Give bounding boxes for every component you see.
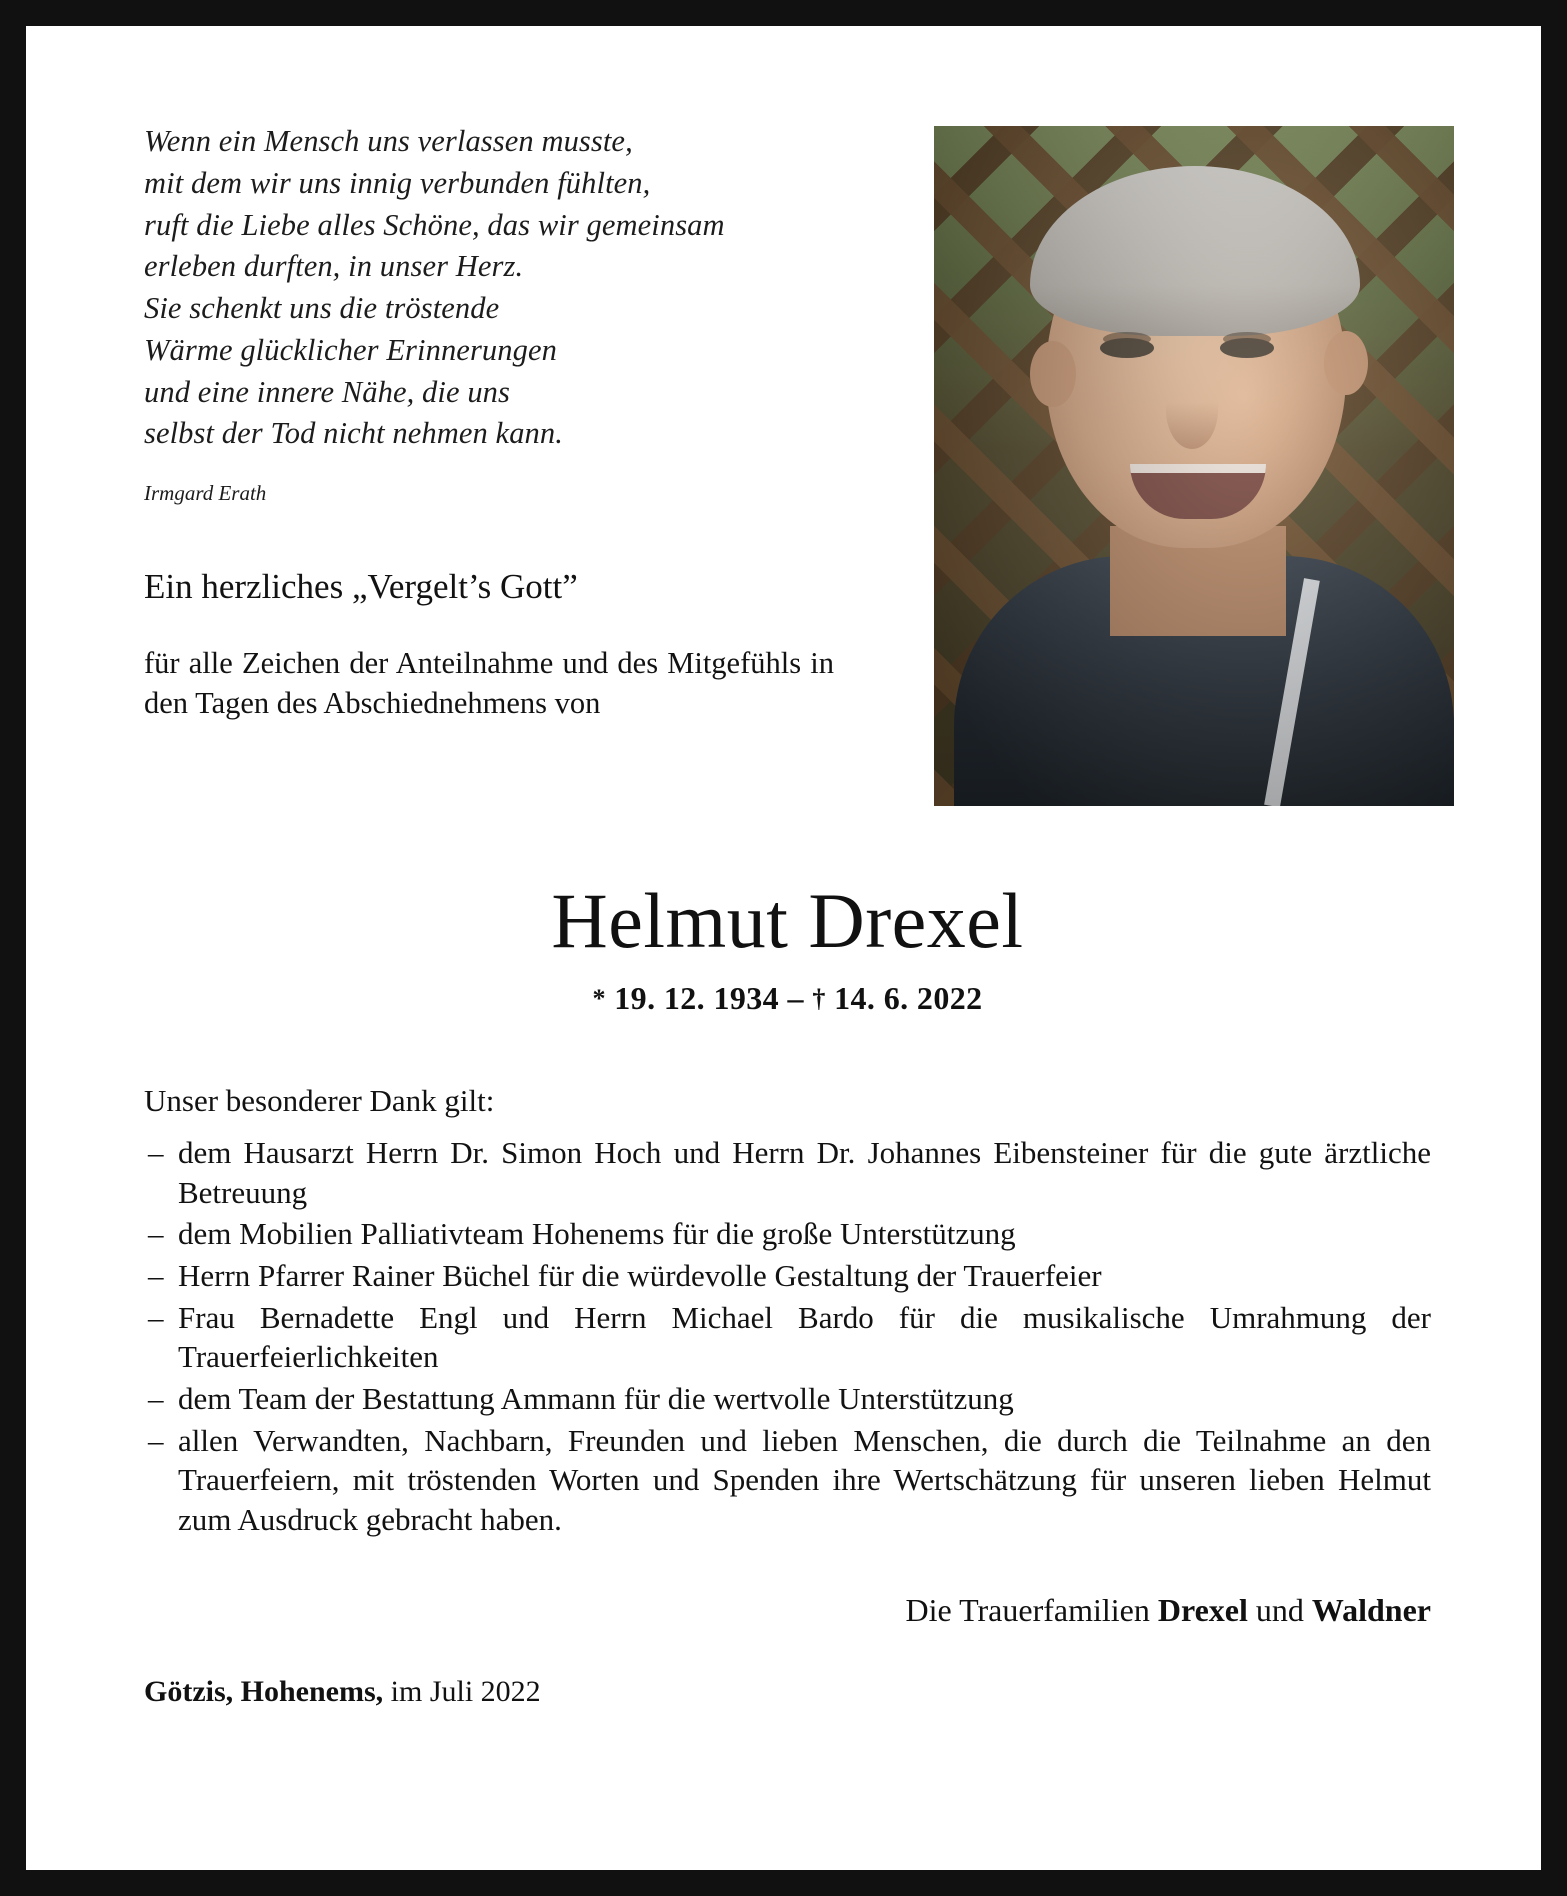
poem-line: mit dem wir uns innig verbunden fühlten, — [144, 165, 651, 200]
family-name-one: Drexel — [1157, 1591, 1248, 1628]
thanks-intro: für alle Zeichen der Anteilnahme und des Mitgefühls in den Tagen des Abschiednehmens von — [144, 646, 834, 720]
text-column — [144, 121, 934, 724]
thanks-lead: Unser besonderer Dank gilt: — [144, 1082, 495, 1118]
life-dates — [144, 980, 1431, 1017]
photo-vignette — [934, 126, 1454, 806]
list-item: – dem Hausarzt Herrn Dr. Simon Hoch und Herrn Dr. Johannes Eibensteiner für die gute ärztliche Betreuung — [144, 1133, 1431, 1212]
poem-author: Irmgard Erath — [144, 481, 267, 506]
deceased-name: Helmut Drexel — [551, 877, 1024, 964]
list-item: – dem Mobilien Palliativteam Hohenems für die große Unterstützung — [144, 1214, 1431, 1254]
thanks-headline: Ein herzliches „Vergelt’s Gott” — [144, 567, 578, 607]
poem-line: Wärme glücklicher Erinnerungen — [144, 332, 557, 367]
obituary-card — [26, 26, 1541, 1870]
families-prefix: Die Trauerfamilien — [905, 1591, 1158, 1628]
poem-line: erleben durften, in unser Herz. — [144, 249, 524, 284]
list-item: – Herrn Pfarrer Rainer Büchel für die würdevolle Gestaltung der Trauerfeier — [144, 1256, 1431, 1296]
portrait-photo — [934, 126, 1454, 806]
death-symbol: † — [812, 983, 826, 1013]
date-separator: – — [787, 979, 804, 1016]
family-name-two: Waldner — [1311, 1591, 1431, 1628]
birth-date: 19. 12. 1934 — [614, 979, 780, 1016]
list-item: – dem Team der Bestattung Ammann für die wertvolle Unterstützung — [144, 1379, 1431, 1419]
families-join: und — [1247, 1591, 1312, 1628]
poem-line: ruft die Liebe alles Schöne, das wir gemeinsam — [144, 207, 725, 242]
mourning-families — [144, 1592, 1431, 1629]
top-section — [144, 121, 1431, 806]
birth-symbol: * — [592, 983, 606, 1013]
portrait-photo-container — [934, 126, 1454, 806]
list-item: – Frau Bernadette Engl und Herrn Michael Bardo für die musikalische Umrahmung der Trauerfeierlichkeiten — [144, 1298, 1431, 1377]
publication-date: im Juli 2022 — [383, 1674, 541, 1708]
place-name: Götzis, Hohenems, — [144, 1674, 384, 1708]
poem-line: und eine innere Nähe, die uns — [144, 374, 510, 409]
memorial-poem — [144, 121, 934, 455]
poem-line: Wenn ein Mensch uns verlassen musste, — [144, 124, 633, 158]
poem-line: selbst der Tod nicht nehmen kann. — [144, 416, 563, 451]
poem-line: Sie schenkt uns die tröstende — [144, 291, 500, 326]
thanks-list — [144, 1133, 1431, 1540]
list-item: – allen Verwandten, Nachbarn, Freunden und lieben Menschen, die durch die Teilnahme an den Trauerfeiern, mit tröstenden Worten und Spenden ihre Wertschätzung für unseren lieben Helmut zum Ausdruck gebracht haben. — [144, 1421, 1431, 1540]
place-and-date — [144, 1675, 1431, 1709]
death-date: 14. 6. 2022 — [834, 979, 983, 1016]
